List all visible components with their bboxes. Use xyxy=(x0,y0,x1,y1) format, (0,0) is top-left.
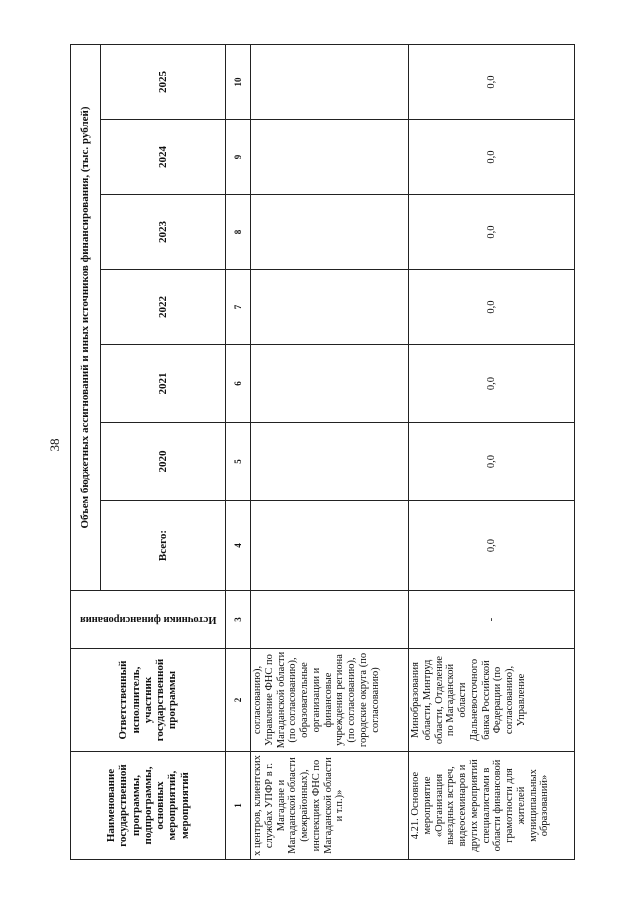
row-value-2021: 0,0 xyxy=(409,345,575,423)
header-year-2020: 2020 xyxy=(101,423,226,501)
column-number: 10 xyxy=(226,44,251,119)
row-value-2025: 0,0 xyxy=(409,44,575,119)
header-total: Всего: xyxy=(101,501,226,591)
row-value-2020 xyxy=(251,423,409,501)
row-program-name: 4.21. Основное мероприятие «Организация выездных встреч, видеосеминаров и других мероприятий специалистами в области финансовой грамотности для жителей муниципальных образований» xyxy=(409,752,575,860)
header-row-group xyxy=(71,44,101,859)
column-number: 8 xyxy=(226,195,251,270)
row-funding-source: - xyxy=(409,591,575,649)
row-executor: Минобразования области, Минтруд области, Отделение по Магаданской области Дальневосточного банка Российской Федерации (по согласованию), Управление xyxy=(409,649,575,752)
header-program-name: Наименование государственной программы, подпрограммы, основных мероприятий, мероприятий xyxy=(71,752,226,860)
row-value-2021 xyxy=(251,345,409,423)
table-row xyxy=(409,44,575,859)
row-program-name: х центров, клиентских службах УПФР в г. Магадане и Магаданской области (межрайонных), инспекциях ФНС по Магаданской области и т.п.)» xyxy=(251,752,409,860)
header-year-2023: 2023 xyxy=(101,195,226,270)
rotated-page-content xyxy=(70,45,575,860)
row-value-2025 xyxy=(251,44,409,119)
header-year-2021: 2021 xyxy=(101,345,226,423)
row-executor: согласованию), Управление ФНС по Магаданской области (по согласованию), образовательные организации и финансовые учреждения региона (по согласованию), городские округа (по согласованию) xyxy=(251,649,409,752)
page-number: 38 xyxy=(47,438,62,452)
column-number: 9 xyxy=(226,120,251,195)
column-number: 6 xyxy=(226,345,251,423)
column-number: 3 xyxy=(226,591,251,649)
column-number-row xyxy=(226,44,251,859)
header-funding-source-text: Источники финансирования xyxy=(79,614,217,626)
row-value-2023 xyxy=(251,195,409,270)
column-number: 2 xyxy=(226,649,251,752)
financing-table xyxy=(70,44,575,860)
header-year-2024: 2024 xyxy=(101,120,226,195)
row-value-2024 xyxy=(251,120,409,195)
row-value-total: 0,0 xyxy=(409,501,575,591)
row-funding-source xyxy=(251,591,409,649)
row-value-2022 xyxy=(251,270,409,345)
row-value-2024: 0,0 xyxy=(409,120,575,195)
table-row xyxy=(251,44,409,859)
column-number: 1 xyxy=(226,752,251,860)
header-funding-source xyxy=(71,591,226,649)
header-finance-group: Объем бюджетных ассигнований и иных источников финансирования, (тыс. рублей) xyxy=(71,44,101,590)
column-number: 7 xyxy=(226,270,251,345)
column-number: 5 xyxy=(226,423,251,501)
row-value-2023: 0,0 xyxy=(409,195,575,270)
header-year-2022: 2022 xyxy=(101,270,226,345)
column-number: 4 xyxy=(226,501,251,591)
header-executor: Ответственный исполнитель, участник государственной программы xyxy=(71,649,226,752)
row-value-2020: 0,0 xyxy=(409,423,575,501)
row-value-2022: 0,0 xyxy=(409,270,575,345)
header-year-2025: 2025 xyxy=(101,44,226,119)
row-value-total xyxy=(251,501,409,591)
